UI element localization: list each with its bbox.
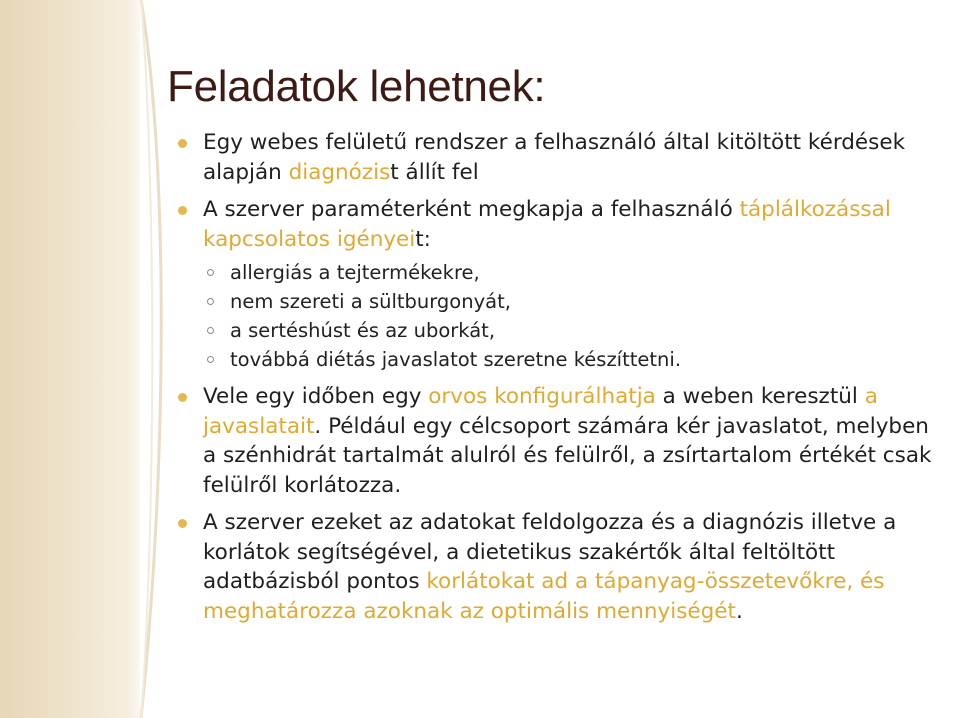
ring-bullet-icon bbox=[207, 356, 214, 363]
highlight-text: orvos konfigurálhatja bbox=[428, 384, 656, 409]
ring-bullet-icon bbox=[207, 298, 214, 305]
bullet-dot-icon bbox=[178, 139, 187, 148]
decorative-left-band bbox=[0, 0, 140, 718]
sub-list-item: allergiás a tejtermékekre, bbox=[203, 258, 940, 287]
bullet-dot-icon bbox=[178, 519, 187, 528]
list-item: Vele egy időben egy orvos konfigurálhatja a weben keresztül a javaslatait. Például egy célcsoport számára kér javaslatot, melyben a szénhidrát tartalmát alulról és felülről, a zsírtartalom értékét csak felülről korlátozza. bbox=[160, 382, 940, 500]
sub-list-item: nem szereti a sültburgonyát, bbox=[203, 287, 940, 316]
highlight-text: korlátokat ad a tápanyag-összetevőkre, és meghatározza azoknak az optimális mennyiségét bbox=[203, 569, 885, 624]
slide-title: Feladatok lehetnek: bbox=[167, 62, 546, 111]
sub-list bbox=[203, 258, 940, 374]
highlight-text: táplálkozással kapcsolatos igényei bbox=[203, 197, 891, 252]
list-item: Egy webes felületű rendszer a felhasználó által kitöltött kérdések alapján diagnózist állít fel bbox=[160, 128, 940, 187]
bullet-list bbox=[160, 128, 940, 634]
list-item: A szerver paraméterként megkapja a felhasználó táplálkozással kapcsolatos igényeit: allergiás a tejtermékekre, nem szereti a sültburgonyát, a sertéshúst és az uborkát, továbbá diétás javaslatot szeretne készíttetni. bbox=[160, 195, 940, 374]
list-item: A szerver ezeket az adatokat feldolgozza és a diagnózis illetve a korlátok segítségével, a dietetikus szakértők által feltöltött adatbázisból pontos korlátokat ad a tápanyag-összetevőkre, és meghatározza azoknak az optimális mennyiségét. bbox=[160, 508, 940, 626]
bullet-dot-icon bbox=[178, 206, 187, 215]
highlight-text: diagnózis bbox=[288, 159, 391, 185]
sub-list-item: továbbá diétás javaslatot szeretne készíttetni. bbox=[203, 345, 940, 374]
highlight-text: a javaslatait bbox=[203, 384, 878, 439]
ring-bullet-icon bbox=[207, 269, 214, 276]
ring-bullet-icon bbox=[207, 327, 214, 334]
sub-list-item: a sertéshúst és az uborkát, bbox=[203, 316, 940, 345]
bullet-dot-icon bbox=[178, 393, 187, 402]
